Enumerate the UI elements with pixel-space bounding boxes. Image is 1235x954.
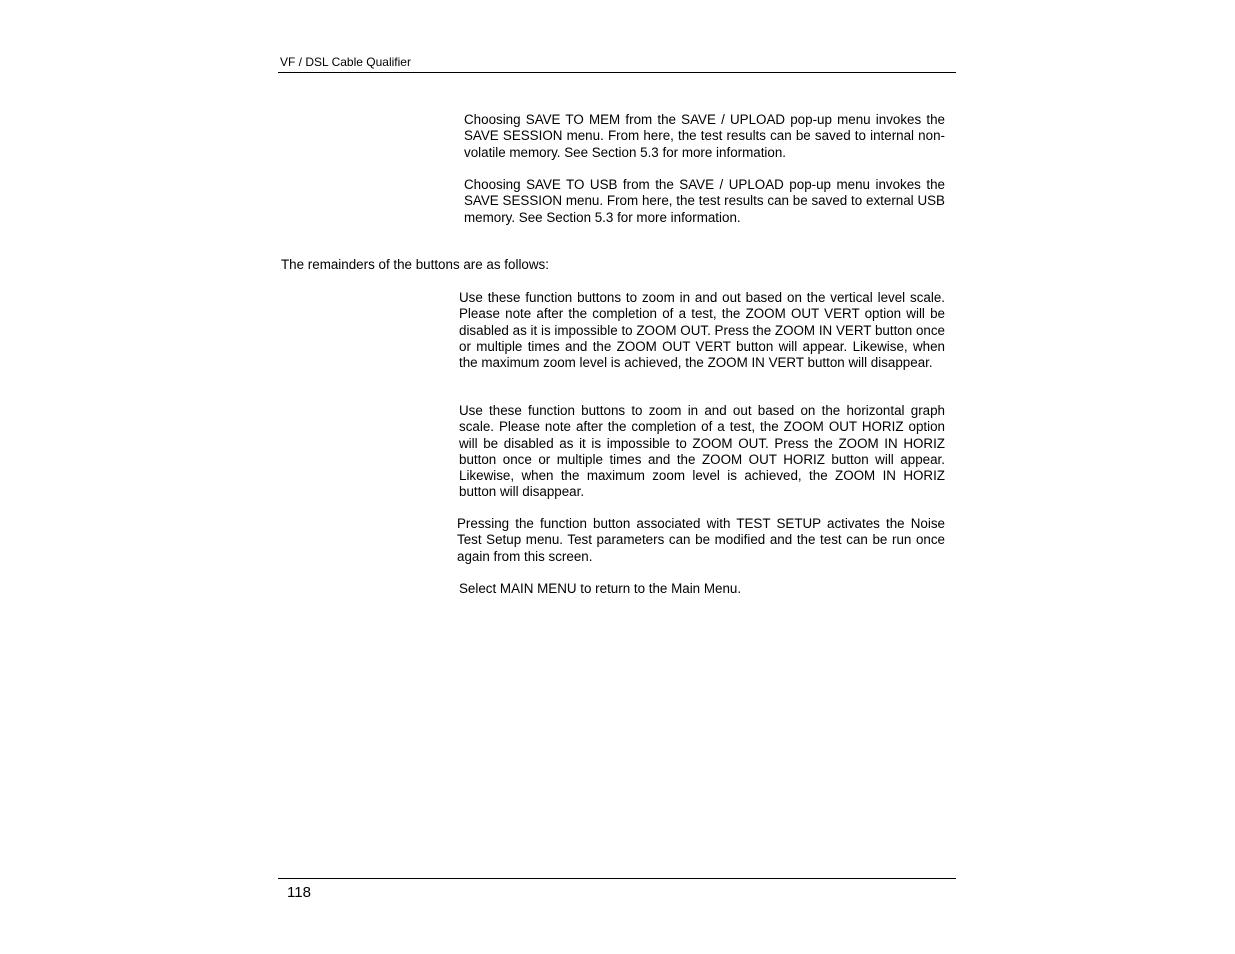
- zoom-horiz-description: Use these function buttons to zoom in and out based on the horizontal graph scale. Please note after the completion of a test, the ZOOM OUT HORIZ option will be disabled as it is impossible to ZOOM OUT. Press the ZOOM IN HORIZ button once or multiple times and the ZOOM OUT HORIZ button will appear. Likewise, when the maximum zoom level is achieved, the ZOOM IN HORIZ button will disappear.: [459, 403, 945, 500]
- save-to-usb-description: Choosing SAVE TO USB from the SAVE / UPLOAD pop-up menu invokes the SAVE SESSION menu. From here, the test results can be saved to external USB memory. See Section 5.3 for more information.: [464, 177, 945, 225]
- buttons-intro: The remainders of the buttons are as follows:: [281, 257, 549, 272]
- zoom-vert-description: Use these function buttons to zoom in and out based on the vertical level scale. Please note after the completion of a test, the ZOOM OUT VERT option will be disabled as it is impossible to ZOOM OUT. Press the ZOOM IN VERT button once or multiple times and the ZOOM OUT VERT button will appear. Likewise, when the maximum zoom level is achieved, the ZOOM IN VERT button will disappear.: [459, 290, 945, 371]
- main-menu-description: Select MAIN MENU to return to the Main Menu.: [459, 581, 742, 596]
- page-header-title: VF / DSL Cable Qualifier: [280, 55, 411, 69]
- save-to-mem-description: Choosing SAVE TO MEM from the SAVE / UPLOAD pop-up menu invokes the SAVE SESSION menu. From here, the test results can be saved to internal non-volatile memory. See Section 5.3 for more information.: [464, 112, 945, 160]
- header-rule: [278, 72, 956, 73]
- page-number: 118: [287, 884, 311, 901]
- test-setup-description: Pressing the function button associated with TEST SETUP activates the Noise Test Setup menu. Test parameters can be modified and the test can be run once again from this screen.: [457, 516, 945, 564]
- footer-rule: [278, 878, 956, 879]
